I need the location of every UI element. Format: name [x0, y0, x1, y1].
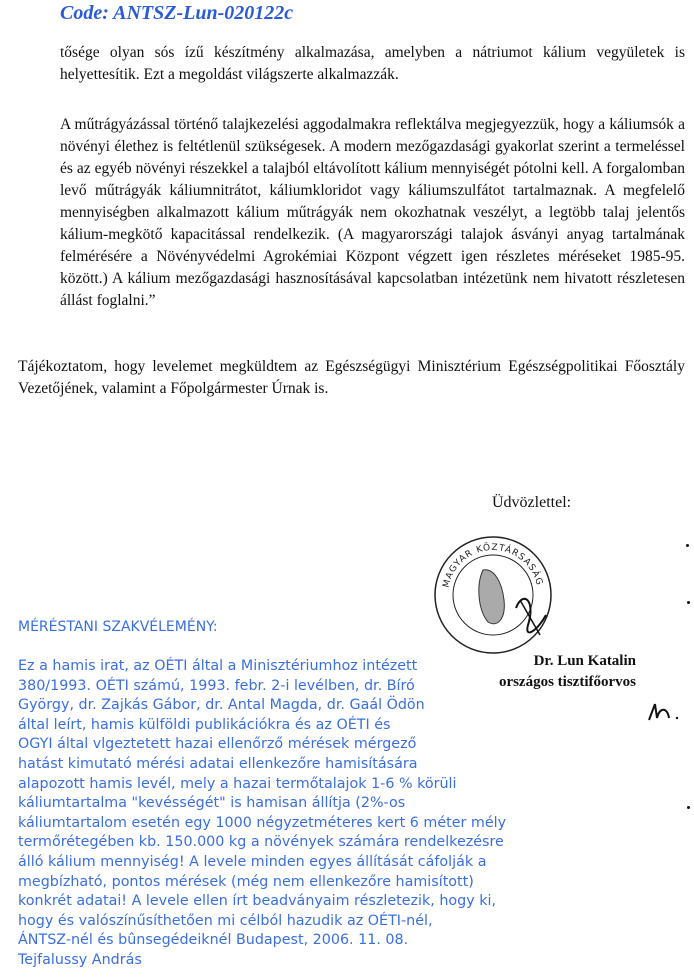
expert-opinion-title: MÉRÉSTANI SZAKVÉLEMÉNY: [18, 619, 218, 635]
margin-dot [686, 544, 689, 547]
handwritten-initials [645, 700, 685, 724]
expert-opinion-line: 380/1993. OÉTI számú, 1993. febr. 2-i levélben, dr. Bíró [18, 677, 415, 694]
expert-opinion-line: által leírt, hamis külföldi publikációkra és az OÉTI és [18, 716, 391, 733]
expert-opinion-line: káliumtartalom esetén egy 1000 négyzetméteres kert 6 méter mély [18, 814, 507, 831]
expert-opinion-line: konkrét adatai! A levele ellen írt beadványaim részletezik, hogy ki, [18, 893, 497, 910]
paragraph-3: Tájékoztatom, hogy levelemet megküldtem az Egészségügyi Minisztérium Egészségpolitikai Főosztály Vezetőjének, valamint a Főpolgármester Úrnak is. [18, 358, 685, 397]
expert-opinion-line: álló kálium mennyiség! A levele minden egyes állítását cáfolják a [18, 853, 487, 870]
expert-opinion-line: hogy és valószínűsíthetően mi célból hazudik az OÉTI-nél, [18, 912, 433, 929]
paragraph-1: tősége olyan sós ízű készítmény alkalmazása, amelyben a nátriumot kálium vegyületek is helyettesítik. Ezt a megoldást világszerte alkalmazzák. [60, 44, 685, 83]
document-code: Code: ANTSZ-Lun-020122c [60, 2, 294, 24]
expert-opinion-line: termőrétegében kb. 150.000 kg a növények számára rendelkezésre [18, 834, 504, 851]
margin-dot [687, 601, 690, 604]
svg-text:MAGYAR KÖZTÁRSASÁG: MAGYAR KÖZTÁRSASÁG [441, 542, 545, 589]
signer-name: Dr. Lun Katalin [533, 653, 636, 669]
expert-opinion-body [18, 657, 507, 971]
margin-dot [687, 806, 690, 809]
expert-opinion-line: György, dr. Zajkás Gábor, dr. Antal Magda, dr. Gaál Ödön [18, 697, 425, 714]
greeting: Üdvözlettel: [492, 494, 572, 511]
expert-opinion-line: káliumtartalma "kevésségét" is hamisan állítja (2%-os [18, 795, 406, 812]
expert-opinion-line: OGYI által vlgeztetett hazai ellenőrző mérések mérgező [18, 736, 417, 753]
expert-opinion-line: alapozott hamis levél, mely a hazai termőtalajok 1-6 % körüli [18, 775, 457, 792]
expert-opinion-line: Ez a hamis irat, az OÉTI által a Minisztériumhoz intézett [18, 658, 418, 674]
expert-opinion-line: ÁNTSZ-nél és bûnsegédeiknél Budapest, 2006. 11. 08. [18, 932, 409, 949]
signer-title: országos tisztifőorvos [498, 674, 636, 690]
expert-opinion-line: megbízható, pontos mérések (még nem ellenkezőre hamisított) [18, 873, 474, 890]
signature-block [466, 651, 636, 693]
official-seal-stamp [428, 530, 558, 660]
expert-opinion-line: hatást kimutató mérési adatai ellenkezőre hamisítására [18, 755, 418, 772]
paragraph-2: A műtrágyázással történő talajkezelési aggodalmakra reflektálva megjegyezzük, hogy a káliumsók a növényi élethez is feltétlenül szükségesek. A modern mezőgazdasági gyakorlat szerint a termeléssel és az egyéb növényi részekkel a talajból eltávolított kálium mennyiségét pótolni kell. A forgalomban levő műtrágyák káliumnitrátot, káliumkloridot vagy káliumszulfátot tartalmaznak. A megfelelő mennyiségben alkalmazott kálium műtrágyák nem okozhatnak veszélyt, a legtöbb talaj jelentős kálium-megkötő kapacitással rendelkezik. (A magyarországi talajok ásványi anyag tartalmának felmérésére a Növényvédelmi Agrokémiai Központ végzett igen részletes méréseket 1985-95. között.) A kálium mezőgazdasági hasznosításával kapcsolatban intézetünk nem hivatott részletesen állást foglalni.” [60, 116, 685, 309]
expert-opinion-line: Tejfalussy András [18, 951, 142, 968]
